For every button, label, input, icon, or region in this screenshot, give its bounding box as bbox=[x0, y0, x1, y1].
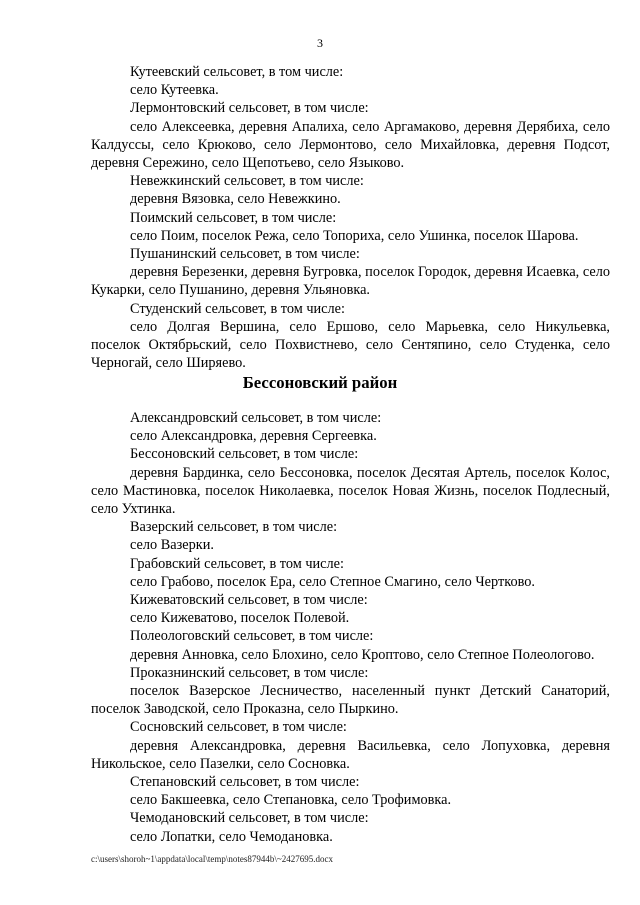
district-heading: Бессоновский район bbox=[242, 373, 398, 392]
paragraph: Чемодановский сельсовет, в том числе: bbox=[130, 810, 369, 827]
paragraph: Поимский сельсовет, в том числе: bbox=[130, 209, 337, 226]
paragraph: поселок Вазерское Лесничество, населенный пункт Детский Санаторий, поселок Заводской, село Проказна, село Пыркино. bbox=[91, 683, 610, 718]
paragraph: деревня Бардинка, село Бессоновка, поселок Десятая Артель, поселок Колос, село Мастиновка, поселок Николаевка, поселок Новая Жизнь, поселок Подлесный, село Ухтинка. bbox=[91, 464, 610, 518]
paragraph: Вазерский сельсовет, в том числе: bbox=[130, 519, 338, 536]
file-path-footer: c:\users\shoroh~1\appdata\local\temp\notes87944b\~2427695.docx bbox=[91, 854, 333, 864]
paragraph: село Александровка, деревня Сергеевка. bbox=[130, 428, 377, 445]
paragraph: Пушанинский сельсовет, в том числе: bbox=[130, 246, 360, 263]
paragraph: Сосновский сельсовет, в том числе: bbox=[130, 719, 347, 736]
paragraph: село Вазерки. bbox=[130, 537, 214, 554]
paragraph: Проказнинский сельсовет, в том числе: bbox=[130, 664, 369, 681]
paragraph: село Долгая Вершина, село Ершово, село Марьевка, село Никульевка, поселок Октябрьский, село Похвистнево, село Сентяпино, село Студенка, село Черногай, село Ширяево. bbox=[91, 318, 610, 372]
paragraph: село Кижеватово, поселок Полевой. bbox=[130, 610, 350, 627]
paragraph: Лермонтовский сельсовет, в том числе: bbox=[130, 100, 369, 117]
paragraph: Кутеевский сельсовет, в том числе: bbox=[130, 64, 344, 80]
settlement-list-section-1 bbox=[91, 63, 610, 372]
paragraph: Кижеватовский сельсовет, в том числе: bbox=[130, 592, 368, 609]
paragraph: Бессоновский сельсовет, в том числе: bbox=[130, 446, 359, 463]
paragraph: деревня Вязовка, село Невежкино. bbox=[130, 191, 341, 208]
paragraph: деревня Березенки, деревня Бугровка, поселок Городок, деревня Исаевка, село Кукарки, село Пушанино, деревня Ульяновка. bbox=[91, 264, 610, 299]
paragraph: Полеологовский сельсовет, в том числе: bbox=[130, 628, 374, 645]
paragraph: село Бакшеевка, село Степановка, село Трофимовка. bbox=[130, 792, 452, 809]
page-number: 3 bbox=[317, 36, 323, 50]
paragraph: село Кутеевка. bbox=[130, 82, 219, 99]
paragraph: село Лопатки, село Чемодановка. bbox=[130, 828, 333, 845]
paragraph: село Алексеевка, деревня Апалиха, село Аргамаково, деревня Дерябиха, село Калдуссы, село Крюково, село Лермонтово, село Михайловка, деревня Подсот, деревня Сережино, село Щепотьево, село Языково. bbox=[91, 118, 610, 172]
paragraph: Студенский сельсовет, в том числе: bbox=[130, 300, 345, 317]
paragraph: село Грабово, поселок Ера, село Степное Смагино, село Чертково. bbox=[130, 573, 535, 590]
paragraph: Александровский сельсовет, в том числе: bbox=[130, 410, 382, 426]
paragraph: Степановский сельсовет, в том числе: bbox=[130, 774, 360, 791]
paragraph: Невежкинский сельсовет, в том числе: bbox=[130, 173, 364, 190]
settlement-list-section-2 bbox=[91, 409, 610, 846]
paragraph: деревня Александровка, деревня Васильевка, село Лопуховка, деревня Никольское, село Пазелки, село Сосновка. bbox=[91, 737, 610, 772]
paragraph: деревня Анновка, село Блохино, село Кроптово, село Степное Полеологово. bbox=[130, 646, 595, 663]
paragraph: Грабовский сельсовет, в том числе: bbox=[130, 555, 344, 572]
paragraph: село Поим, поселок Режа, село Топориха, село Ушинка, поселок Шарова. bbox=[130, 227, 579, 244]
